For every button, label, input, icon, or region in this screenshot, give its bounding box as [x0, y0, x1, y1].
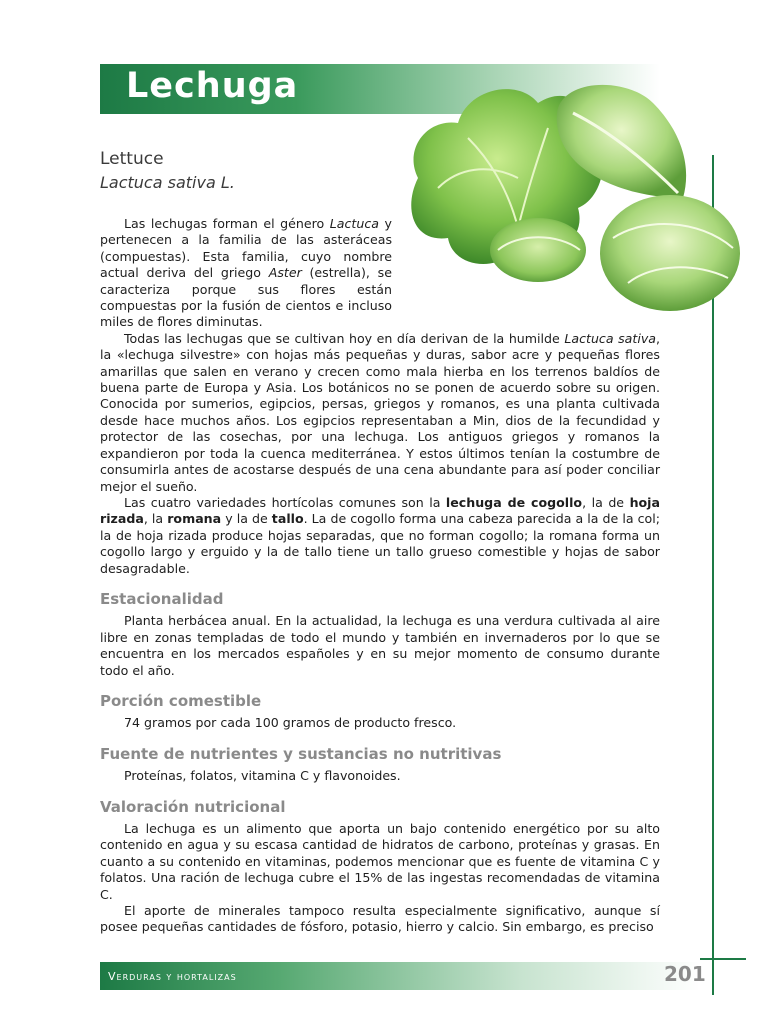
heading-estacionalidad: Estacionalidad — [100, 589, 224, 608]
article-body — [100, 216, 660, 936]
latin-name: Lactuca sativa L. — [100, 173, 235, 192]
valoracion-paragraph-2: El aporte de minerales tampoco resulta especialmente significativo, aunque sí posee pequeñas cantidades de fósforo, potasio, hierro y calcio. Sin embargo, es preciso — [100, 903, 660, 935]
porcion-text: 74 gramos por cada 100 gramos de producto fresco. — [124, 715, 457, 731]
footer-rule — [700, 958, 746, 960]
intro-paragraph-2: Todas las lechugas que se cultivan hoy en día derivan de la humilde Lactuca sativa, la «lechuga silvestre» con hojas más pequeñas y duras, sabor acre y pequeñas flores amarillas que salen en verano y crecen como mala hierba en los terrenos baldíos de buena parte de Europa y Asia. Los botánicos no se ponen de acuerdo sobre su origen. Conocida por sumerios, egipcios, persas, griegos y romanos, es una planta cultivada desde hace muchos años. Los egipcios representaban a Min, dios de la fecundidad y protector de las cosechas, por una lechuga. Los antiguos griegos y romanos la expandieron por toda la cuenca mediterránea. Y estos últimos tenían la costumbre de consumirla antes de acostarse después de una cena abundante para así poder conciliar mejor el sueño. — [100, 330, 661, 494]
estacionalidad-text: Planta herbácea anual. En la actualidad, la lechuga es una verdura cultivada al aire libre en zonas templadas de todo el mundo y también en invernaderos por lo que se encuentra en los mercados españoles y en su mejor momento de consumo durante todo el año. — [100, 613, 660, 678]
heading-fuente: Fuente de nutrientes y sustancias no nutritivas — [100, 744, 502, 763]
heading-valoracion: Valoración nutricional — [100, 797, 286, 816]
intro-paragraph-3: Las cuatro variedades hortícolas comunes son la lechuga de cogollo, la de hoja rizada, la romana y la de tallo. La de cogollo forma una cabeza parecida a la de la col; la de hoja rizada produce hojas separadas, que no forman cogollo; la romana forma un cogollo largo y erguido y la de tallo tiene un tallo grueso comestible y hojas de sabor desagradable. — [100, 494, 660, 576]
fuente-text: Proteínas, folatos, vitamina C y flavonoides. — [124, 768, 401, 784]
english-name: Lettuce — [100, 149, 164, 169]
intro-paragraph-1: Las lechugas forman el género Lactuca y pertenecen a la familia de las asteráceas (compuestas). Esta familia, cuyo nombre actual deriva del griego Aster (estrella), se caracteriza porque sus flores están compuestas por la fusión de cientos e incluso miles de flores diminutas. — [100, 216, 392, 330]
footer-section-label: Verduras y hortalizas — [108, 970, 237, 983]
page-number: 201 — [664, 962, 706, 986]
heading-porcion: Porción comestible — [100, 691, 262, 710]
valoracion-paragraph-1: La lechuga es un alimento que aporta un bajo contenido energético por su alto contenido en agua y su escasa cantidad de hidratos de carbono, proteínas y grasas. En cuanto a su contenido en vitaminas, podemos mencionar que es fuente de vitamina C y folatos. Una ración de lechuga cubre el 15% de las ingestas recomendadas de vitamina C. — [100, 821, 660, 902]
footer-bar — [100, 962, 700, 990]
page-title: Lechuga — [126, 66, 299, 106]
